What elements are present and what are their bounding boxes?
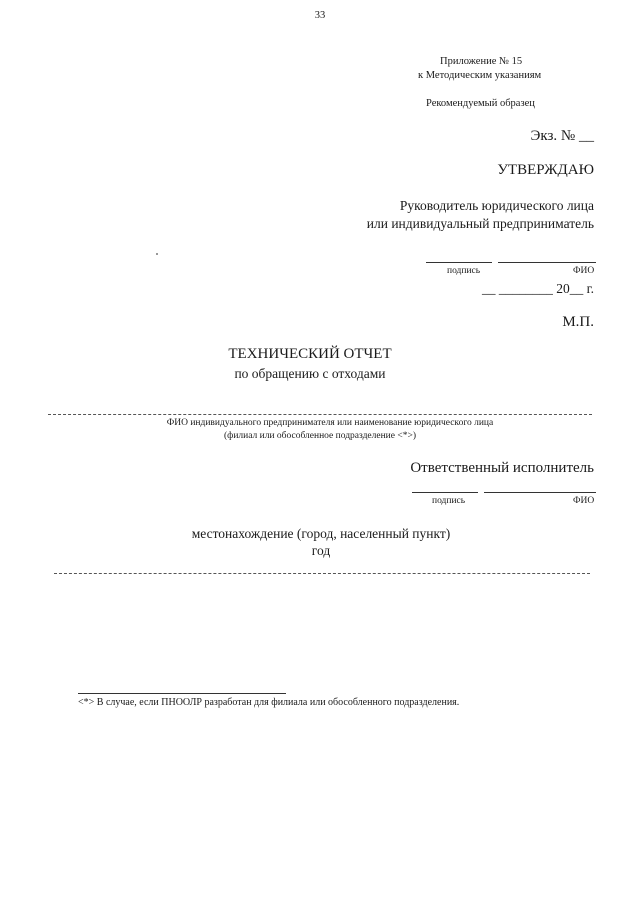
location-label: местонахождение (город, населенный пункт) <box>191 526 451 541</box>
copy-number: Экз. № __ <box>530 128 594 144</box>
approver-signature-line <box>426 262 492 263</box>
organization-caption-line2: (филиал или обособленное подразделение <*>) <box>224 431 416 441</box>
recommended-sample: Рекомендуемый образец <box>426 98 535 109</box>
approver-fio-caption: ФИО <box>573 266 595 276</box>
organization-caption-line1: ФИО индивидуального предпринимателя или наименование юридического лица <box>166 418 494 428</box>
responsible-fio-caption: ФИО <box>573 496 595 506</box>
year-label: год <box>311 543 331 558</box>
appendix-number: Приложение № 15 <box>440 56 523 67</box>
responsible-signature-line <box>412 492 478 493</box>
report-title: ТЕХНИЧЕСКИЙ ОТЧЕТ <box>228 346 392 362</box>
approver-role-line1: Руководитель юридического лица <box>399 198 594 213</box>
footnote-separator <box>78 693 286 694</box>
approver-role-line2: или индивидуальный предприниматель <box>366 216 594 231</box>
footnote-text: <*> В случае, если ПНООЛР разработан для филиала или обособленного подразделения. <box>78 697 460 708</box>
page-number: 33 <box>314 10 326 21</box>
appendix-reference: к Методическим указаниям <box>418 70 542 81</box>
report-subtitle: по обращению с отходами <box>234 366 386 381</box>
approval-date-line: __ ________ 20__ г. <box>481 281 594 296</box>
responsible-signature-caption: подпись <box>432 496 466 506</box>
approver-fio-line <box>498 262 596 263</box>
organization-line <box>48 414 592 415</box>
responsible-fio-line <box>484 492 596 493</box>
approver-signature-caption: подпись <box>447 266 481 276</box>
location-line <box>54 573 590 574</box>
approve-title: УТВЕРЖДАЮ <box>497 162 594 178</box>
responsible-title: Ответственный исполнитель <box>410 460 594 476</box>
scan-speck <box>156 253 158 255</box>
stamp-placeholder: М.П. <box>562 314 594 330</box>
